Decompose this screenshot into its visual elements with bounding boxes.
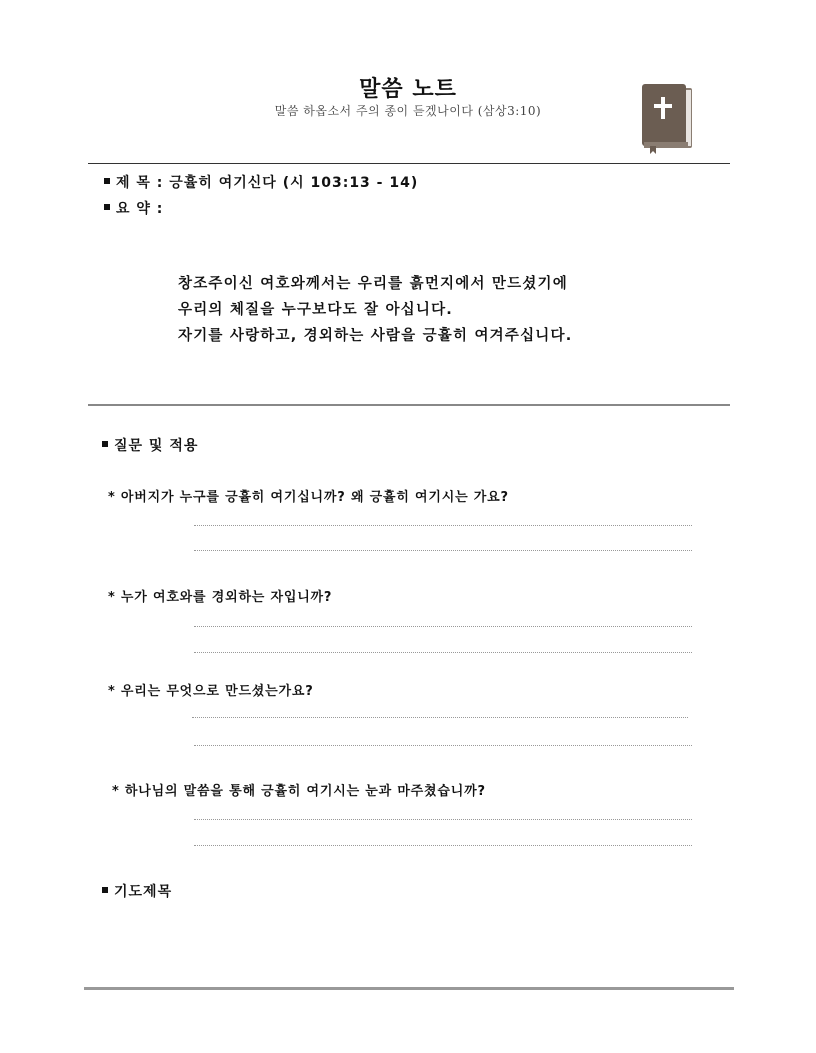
answer-line[interactable]	[194, 550, 692, 551]
summary-label: 요 약 :	[116, 201, 164, 217]
question-3: * 우리는 무엇으로 만드셨는가요?	[108, 684, 314, 699]
answer-line[interactable]	[194, 745, 692, 746]
question-4: * 하나님의 말씀을 통해 긍휼히 여기시는 눈과 마주쳤습니까?	[112, 784, 486, 799]
summary-text-line: 자기를 사랑하고, 경외하는 사람을 긍휼히 여겨주십니다.	[178, 328, 573, 344]
summary-text-line: 창조주이신 여호와께서는 우리를 흙먼지에서 만드셨기에	[178, 276, 568, 292]
bullet-square-icon	[102, 441, 108, 447]
bullet-square-icon	[104, 178, 110, 184]
bible-cross-icon	[640, 82, 696, 154]
section-divider	[88, 404, 730, 406]
bullet-square-icon	[104, 204, 110, 210]
question-2: * 누가 여호와를 경외하는 자입니까?	[108, 590, 333, 605]
answer-line[interactable]	[194, 819, 692, 820]
prayer-heading	[102, 881, 172, 901]
questions-heading-label: 질문 및 적용	[114, 438, 199, 454]
subject-line	[104, 172, 418, 192]
answer-line[interactable]	[194, 525, 692, 526]
subject-label: 제 목 :	[116, 175, 164, 191]
questions-heading	[102, 435, 198, 455]
page-subtitle: 말씀 하옵소서 주의 종이 듣겠나이다 (삼상3:10)	[274, 104, 542, 118]
summary-text-line: 우리의 체질을 누구보다도 잘 아십니다.	[178, 302, 454, 318]
summary-line	[104, 198, 163, 218]
answer-line[interactable]	[194, 626, 692, 627]
answer-line[interactable]	[194, 845, 692, 846]
answer-line[interactable]	[194, 652, 692, 653]
bullet-square-icon	[102, 887, 108, 893]
answer-line[interactable]	[192, 717, 688, 718]
prayer-heading-label: 기도제목	[114, 884, 173, 900]
page-title: 말씀 노트	[359, 77, 457, 102]
footer-divider	[84, 987, 734, 990]
question-1: * 아버지가 누구를 긍휼히 여기십니까? 왜 긍휼히 여기시는 가요?	[108, 490, 509, 505]
header-divider	[88, 163, 730, 164]
subject-value: 긍휼히 여기신다 (시 103:13 - 14)	[169, 175, 419, 191]
